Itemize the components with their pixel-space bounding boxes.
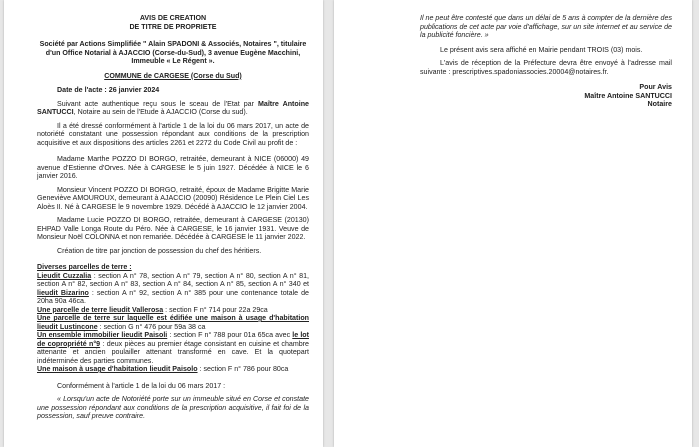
vallerosa-text: : section F n° 714 pour 22a 29ca [163, 305, 268, 314]
lustincone-text: : section G n° 476 pour 59a 38 ca [97, 322, 206, 331]
parcels-heading: Diverses parcelles de terre : [37, 263, 132, 271]
paisoli-text-b: : deux pièces au premier étage consistant en cuisine et chambre attenante et ancien poulailler attenant transformé en cave. Et la quotepart indéterminée des parties communes. [37, 339, 309, 365]
paisoli-text-a: : section F n° 788 pour 01a 65ca avec [167, 331, 293, 339]
doc-subtitle: DE TITRE DE PROPRIETE [129, 22, 217, 31]
parcels-detail [37, 272, 309, 306]
signature-pour-avis: Pour Avis [639, 83, 672, 91]
lieudit-bizarino: lieudit Bizarino [37, 288, 89, 297]
lieudit-cuzzalia: Lieudit Cuzzalia [37, 271, 92, 280]
paisolo-text: : section F n° 786 pour 80ca [197, 365, 289, 373]
signature-block [420, 83, 672, 109]
paisolo-title: Une maison à usage d'habitation lieudit Paisolo [37, 365, 198, 373]
intro-paragraph [37, 100, 309, 117]
parcel-vallerosa [37, 306, 309, 315]
doc-title: AVIS DE CREATION [139, 14, 207, 22]
parcel-lustincone [37, 314, 309, 331]
parcel-paisoli [37, 331, 309, 365]
display-notice: Le présent avis sera affiché en Mairie pendant TROIS (03) mois. [440, 45, 643, 54]
law-quote: « Lorsqu'un acte de Notoriété porte sur un immeuble situé en Corse et constate une possession répondant aux conditions de la prescription acquisitive, il fait foi de la possession, sauf preuve contraire. [37, 395, 309, 420]
contest-clause: Il ne peut être contesté que dans un délai de 5 ans à compter de la dernière des publications de cet acte par voie d'affichage, sur un site internet et au service de la publicité foncière. » [420, 14, 672, 39]
parcels-text-d: : section A n° 92, section A n° 385 pour une contenance totale de 20ha 90a 46ca. [37, 288, 310, 305]
notary-office: Société par Actions Simplifiée " Alain SPADONI & Associés, Notaires ", titulaire d'un Office Notarial à AJACCIO (Corse-du-Sud), 3 avenue Eugène Macchini, Immeuble « Le Régent ». [39, 40, 307, 65]
lustincone-title: Une parcelle de terre sur laquelle est édifiée une maison à usage d'habitation lieudit Lustincone [37, 314, 309, 331]
intro-text-a: Suivant acte authentique reçu sous le sceau de l'Etat par [57, 99, 258, 108]
parcels-text-b: : section A n° 78, section A n° 79, section A n° 80, section A n° 81, section A n° 82, section A n° 83, section A n° 84, section A n° 85, section A n° 340 et [37, 271, 309, 288]
commune-heading: COMMUNE de CARGESE (Corse du Sud) [104, 71, 242, 80]
prefecture-receipt: L'avis de réception de la Préfecture devra être envoyé à l'adresse mail suivante : prescriptives.spadoniassocies.20004@notaires.fr. [420, 59, 672, 76]
paisoli-title: Un ensemble immobilier lieudit Paisoli [37, 331, 168, 339]
notary-name: Maître Antoine SANTUCCI [37, 99, 309, 116]
creation-note: Création de titre par jonction de possession du chef des héritiers. [57, 246, 262, 255]
conformity-line: Conformément à l'article 1 de la loi du 06 mars 2017 : [57, 381, 226, 390]
parcels-section [37, 263, 309, 374]
beneficiary-2: Monsieur Vincent POZZO DI BORGO, retraité, époux de Madame Brigitte Marie Geneviève AMOUROUX, demeurant à AJACCIO (20090) Résidence Le Plein Ciel Les Aloès II. Né à CARGESE le 9 novembre 1929. Décédé à AJACCIO le 12 janvier 2004. [37, 185, 309, 211]
document-page-left [4, 0, 323, 447]
document-page-right [334, 0, 692, 447]
vallerosa-title: Une parcelle de terre lieudit Vallerosa [37, 305, 164, 314]
signature-title: Notaire [647, 100, 672, 108]
beneficiary-1: Madame Marthe POZZO DI BORGO, retraitée, demeurant à NICE (06000) 49 avenue d'Estienne d'Orves. Née à CARGESE le 5 juin 1927. Décédée à NICE le 6 janvier 2016. [37, 155, 309, 180]
beneficiary-3: Madame Lucie POZZO DI BORGO, retraitée, demeurant à CARGESE (20130) EHPAD Valle Longa Route du Péro. Née à CARGESE, le 16 janvier 1931. Veuve de Monsieur Noël COLONNA et non remariée. Décédée à CARGESE le 11 janvier 2022. [37, 216, 309, 241]
signature-notary-name: Maître Antoine SANTUCCI [584, 91, 672, 100]
notoriety-paragraph: Il a été dressé conformément à l'article 1 de la loi du 06 mars 2017, un acte de notoriété constatant une possession répondant aux conditions de la prescription acquisitive et aux dispositions des articles 2261 et 2272 du Code Civil au profit de : [37, 121, 309, 147]
intro-text-b: , Notaire au sein de l'Etude à AJACCIO (Corse du sud). [73, 108, 248, 116]
lot-copropriete: le lot de copropriété n°9 [37, 331, 309, 348]
act-date: Date de l'acte : 26 janvier 2024 [57, 86, 160, 94]
parcel-paisolo [37, 365, 309, 374]
